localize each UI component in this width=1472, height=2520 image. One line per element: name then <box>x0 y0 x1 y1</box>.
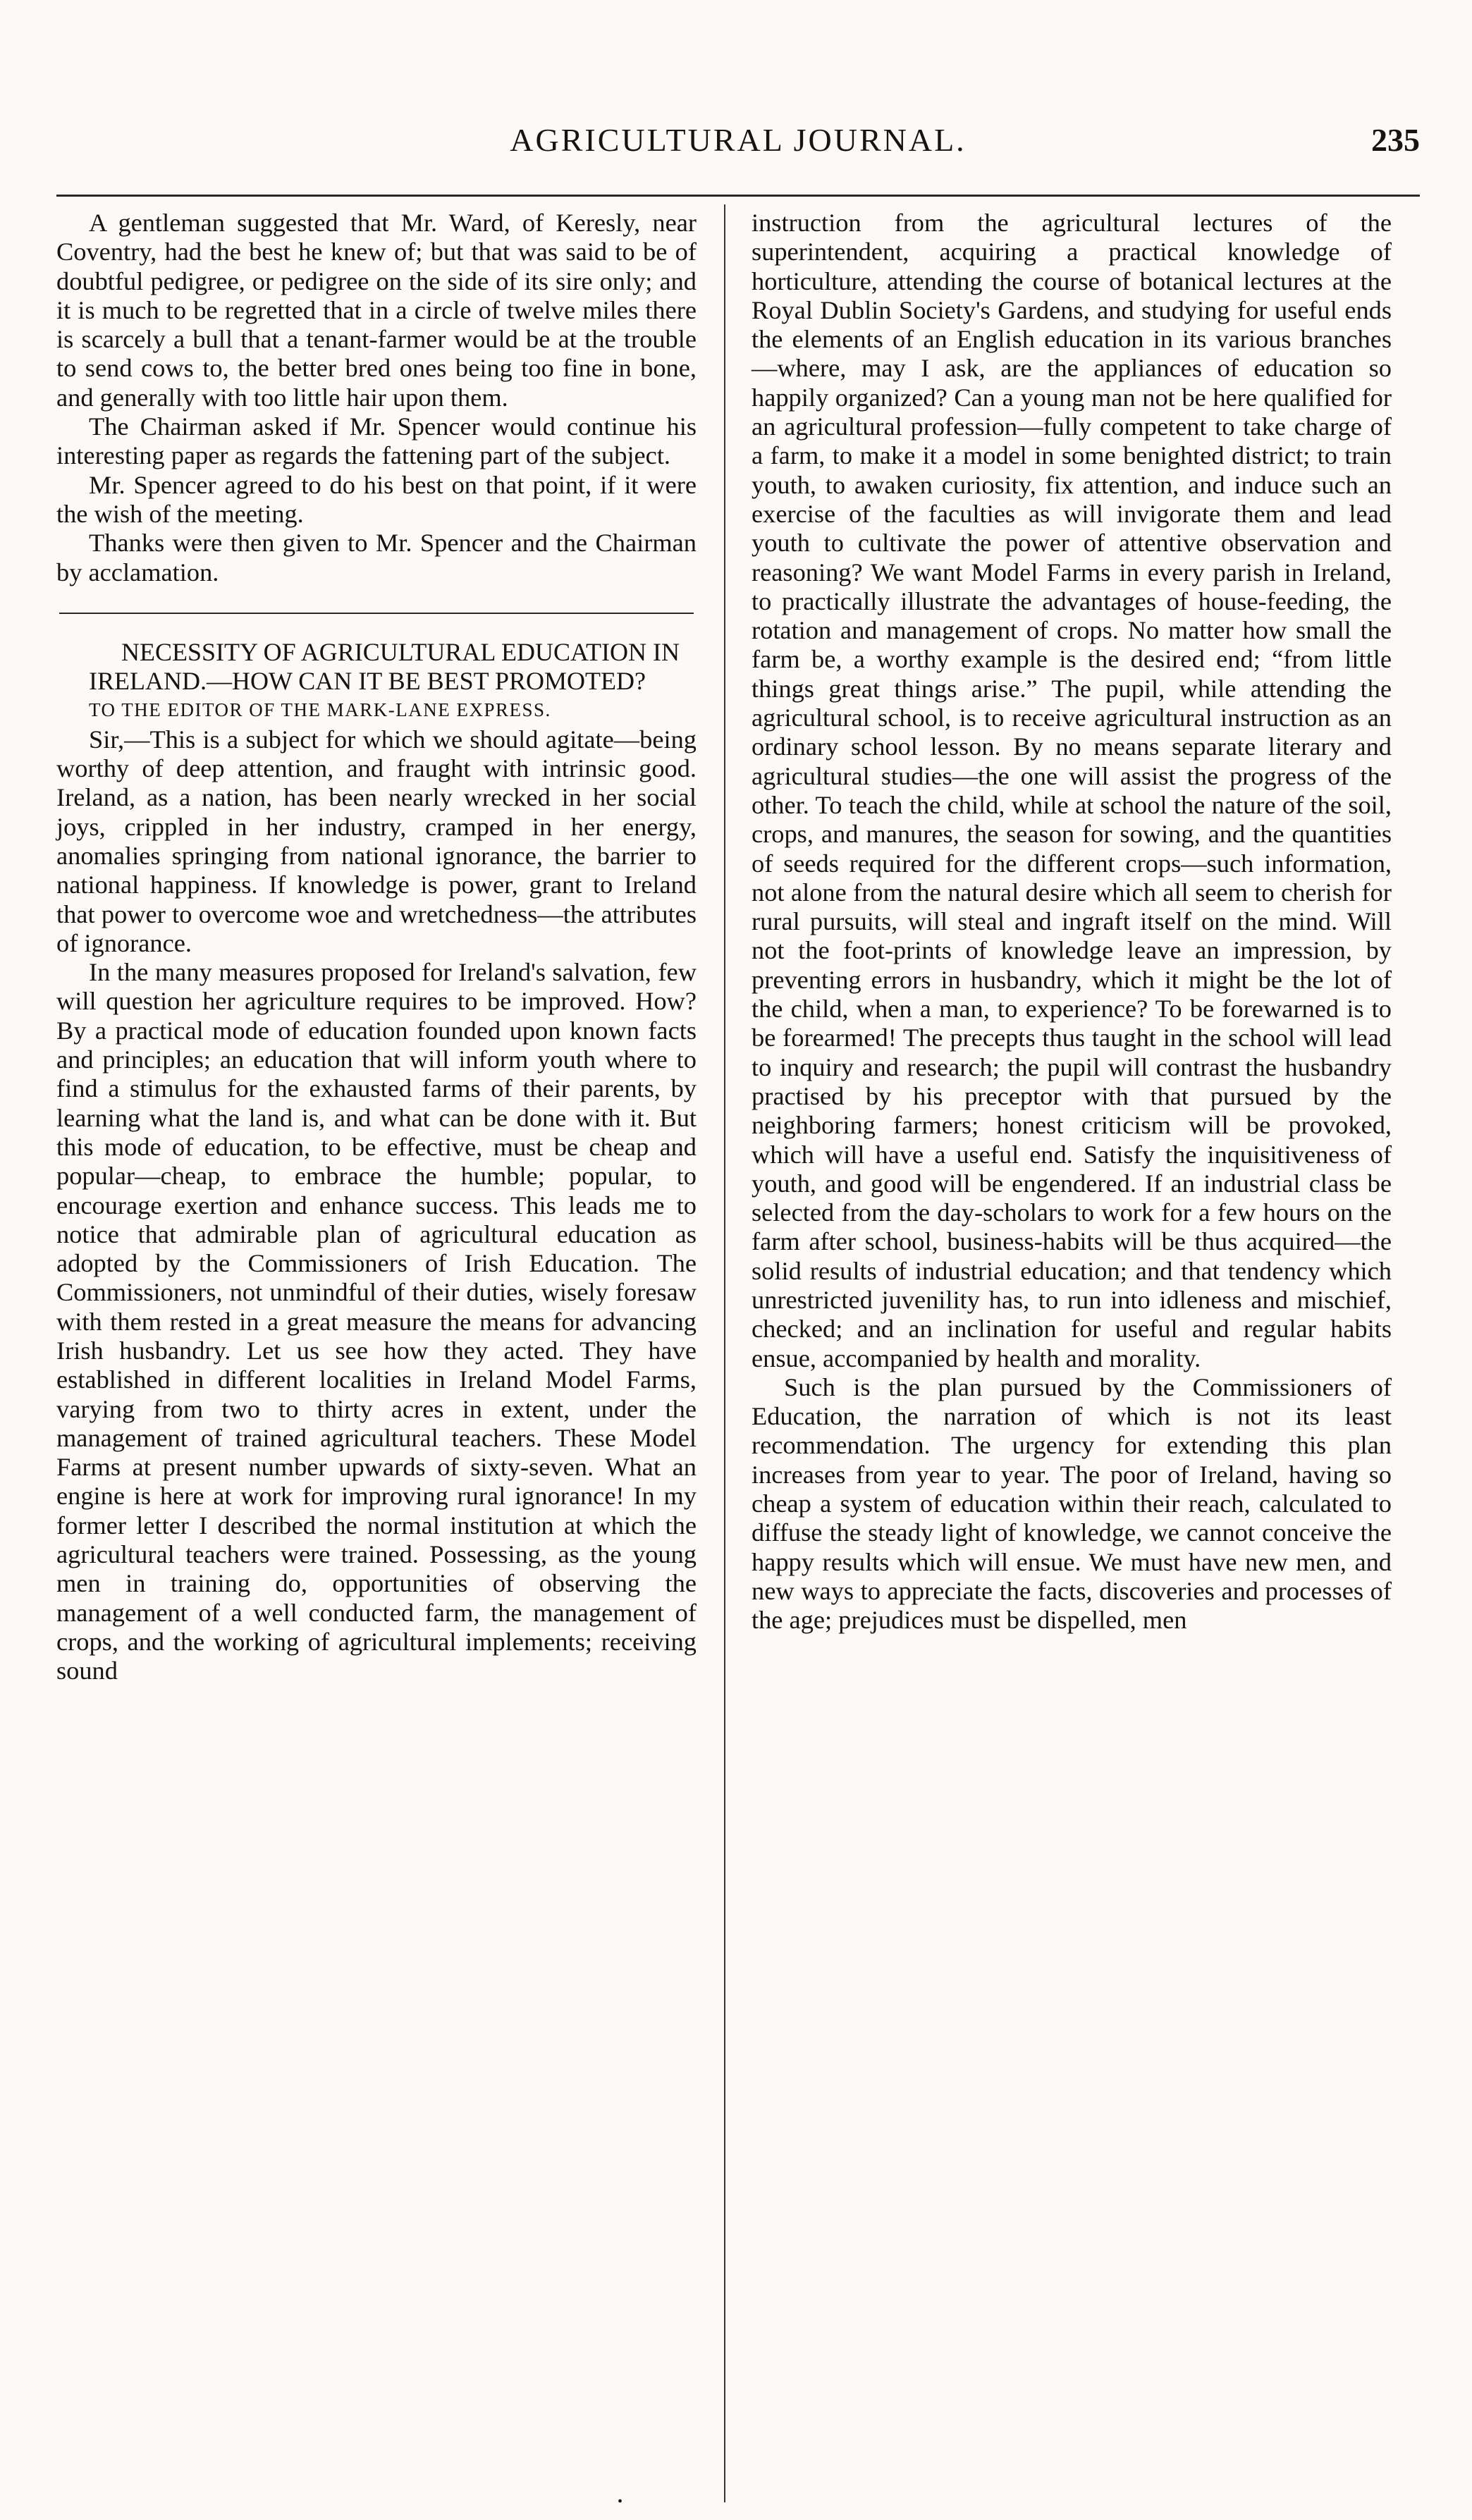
letter-paragraph-intro: Sir,—This is a subject for which we should agitate—being worthy of deep attention, and fraught with intrinsic good. Ireland, as a nation, has been nearly wrecked in her social joys, crippled in her industry, cramped in her energy, anomalies springing from national ignorance, the barrier to national happiness. If knowledge is power, grant to Ireland that power to overcome woe and wretchedness—the attributes of ignorance. <box>56 725 697 957</box>
letter-paragraph-measures: In the many measures proposed for Ireland's salvation, few will question her agriculture requires to be improved. How? By a practical mode of education founded upon known facts and principles; an education that will inform youth where to find a stimulus for the exhausted farms of their parents, by learning what the land is, and what can be done with it. But this mode of education, to be effective, must be cheap and popular—cheap, to embrace the humble; popular, to encourage exertion and enhance success. This leads me to notice that admirable plan of agricultural education as adopted by the Commissioners of Irish Education. The Commissioners, not unmindful of their duties, wisely foresaw with them rested in a great measure the means for advancing Irish husbandry. Let us see how they acted. They have established in different localities in Ireland Model Farms, varying from two to thirty acres in extent, under the management of trained agricultural teachers. These Model Farms at present number upwards of sixty-seven. What an engine is here at work for improving rural ignorance! In my former letter I described the normal institution at which the agricultural teachers were trained. Possessing, as the young men in training do, opportunities of observing the management of a well conducted farm, the management of crops, and the working of agricultural implements; receiving sound <box>56 958 697 1685</box>
paragraph-thanks: Thanks were then given to Mr. Spencer and the Chairman by acclamation. <box>56 529 697 586</box>
header-rule <box>56 195 1420 197</box>
article-title: NECESSITY OF AGRICULTURAL EDUCATION IN IRELAND.—HOW CAN IT BE BEST PROMOTED? <box>89 637 680 696</box>
running-head <box>56 121 1420 171</box>
paragraph-commissioners-plan: Such is the plan pursued by the Commissioners of Education, the narration of which is not its least recommendation. The urgency for extending this plan increases from year to year. The poor of Ireland, having so cheap a system of education within their reach, calculated to diffuse the steady light of knowledge, we cannot conceive the happy results which will ensue. We must have new men, and new ways to appreciate the facts, discoveries and processes of the age; prejudices must be dispelled, men <box>752 1372 1392 1635</box>
bottom-bullet-mark: • <box>618 2494 623 2509</box>
paragraph-spencer-agrees: Mr. Spencer agreed to do his best on that point, if it were the wish of the meeting. <box>56 470 697 528</box>
journal-title: AGRICULTURAL JOURNAL. <box>510 122 967 158</box>
letter-addressee: TO THE EDITOR OF THE MARK-LANE EXPRESS. <box>89 699 551 721</box>
page-number: 235 <box>1371 122 1420 158</box>
paragraph-bull-pedigree: A gentleman suggested that Mr. Ward, of Keresly, near Coventry, had the best he knew of; but that was said to be of doubtful pedigree, or pedigree on the side of its sire only; and it is much to be regretted that in a circle of twelve miles there is scarcely a bull that a tenant-farmer would be at the trouble to send cows to, the better bred ones being too fine in bone, and generally with too little hair upon them. <box>56 209 697 412</box>
right-column <box>752 209 1392 1635</box>
left-column <box>56 209 697 1686</box>
paragraph-chairman-request: The Chairman asked if Mr. Spencer would continue his interesting paper as regards the fattening part of the subject. <box>56 412 697 470</box>
article-separator-rule <box>59 613 694 614</box>
column-divider <box>724 204 725 2502</box>
paragraph-continued-instruction: instruction from the agricultural lectures of the superintendent, acquiring a practical knowledge of horticulture, attending the course of botanical lectures at the Royal Dublin Society's Gardens, and studying for useful ends the elements of an English education in its various branches—where, may I ask, are the appliances of education so happily organized? Can a young man not be here qualified for an agricultural profession—fully competent to take charge of a farm, to make it a model in some benighted district; to train youth, to awaken curiosity, fix attention, and induce such an exercise of the faculties as will invigorate them and lead youth to cultivate the power of attentive observation and reasoning? We want Model Farms in every parish in Ireland, to practically illustrate the advantages of house-feeding, the rotation and management of crops. No matter how small the farm be, a worthy example is the desired end; “from little things great things arise.” The pupil, while attending the agricultural school, is to receive agricultural instruction as an ordinary school lesson. By no means separate literary and agricultural studies—the one will assist the progress of the other. To teach the child, while at school the nature of the soil, crops, and manures, the season for sowing, and the quantities of seeds required for the different crops—such information, not alone from the natural desire which all seem to cherish for rural pursuits, will steal and ingraft itself on the mind. Will not the foot-prints of knowledge leave an impression, by preventing errors in husbandry, which it might be the lot of the child, when a man, to experience? To be forewarned is to be forearmed! The precepts thus taught in the school will lead to inquiry and research; the pupil will contrast the husbandry practised by his preceptor with that pursued by the neighboring farmers; honest criticism will be provoked, which will have a useful end. Satisfy the inquisitiveness of youth, and good will be engendered. If an industrial class be selected from the day-scholars to work for a few hours on the farm after school, business-habits will be thus acquired—the solid results of industrial education; and that tendency which unrestricted juvenility has, to run into idleness and mischief, checked; and an inclination for useful and regular habits ensue, accompanied by health and morality. <box>752 209 1392 1372</box>
